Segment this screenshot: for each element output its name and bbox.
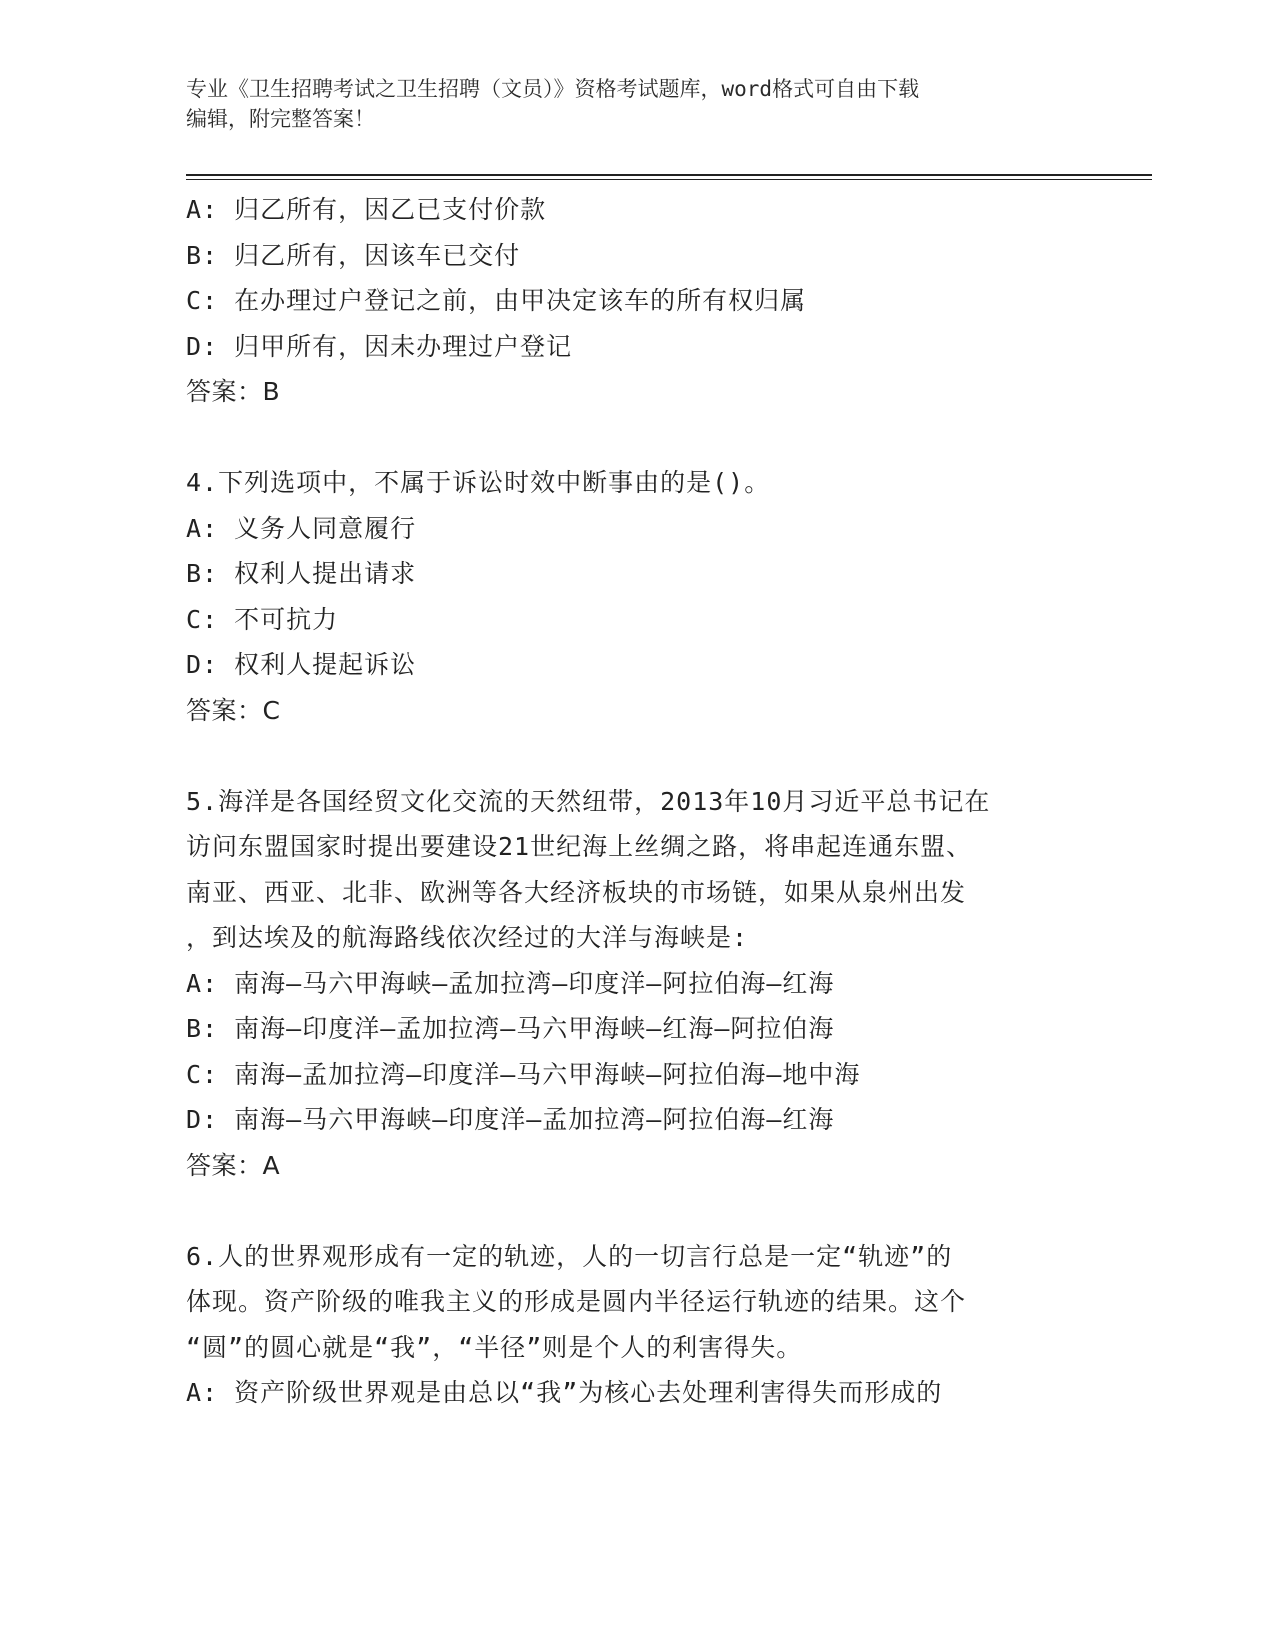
question-3 [186,187,1086,415]
header-line-2: 编辑，附完整答案！ [186,107,375,131]
option-b: B: 权利人提出请求 [186,559,417,588]
option-d: D: 归甲所有，因未办理过户登记 [186,331,573,361]
spacer [186,415,1086,461]
question-text-line-1: 5.海洋是各国经贸文化交流的天然纽带，2013年10月习近平总书记在 [186,786,991,816]
header-rule-thick [186,174,1152,176]
option-a: A: 归乙所有，因乙已支付价款 [186,195,547,224]
question-body [186,187,1086,1416]
option-c: C: 不可抗力 [186,604,339,634]
header-rule-thin [186,179,1152,180]
question-6 [186,1234,1086,1416]
question-text-line-4: ，到达埃及的航海路线依次经过的大洋与海峡是: [186,923,749,952]
question-text-line-2: 访问东盟国家时提出要建设21世纪海上丝绸之路，将串起连通东盟、 [186,832,973,861]
question-text: 4.下列选项中，不属于诉讼时效中断事由的是()。 [186,468,771,497]
option-a: A: 义务人同意履行 [186,513,417,543]
spacer [186,733,1086,779]
option-a: A: 资产阶级世界观是由总以“我”为核心去处理利害得失而形成的 [186,1378,943,1407]
option-c: C: 在办理过户登记之前，由甲决定该车的所有权归属 [186,286,807,315]
question-text-line-1: 6.人的世界观形成有一定的轨迹，人的一切言行总是一定“轨迹”的 [186,1241,953,1271]
question-text-line-2: 体现。资产阶级的唯我主义的形成是圆内半径运行轨迹的结果。这个 [186,1287,967,1316]
option-d: D: 权利人提起诉讼 [186,650,417,679]
answer-line: 答案：C [186,695,281,725]
document-header [186,74,1066,134]
answer-line: 答案：B [186,377,281,406]
spacer [186,1188,1086,1234]
option-c: C: 南海—孟加拉湾—印度洋—马六甲海峡—阿拉伯海—地中海 [186,1059,861,1089]
option-d: D: 南海—马六甲海峡—印度洋—孟加拉湾—阿拉伯海—红海 [186,1105,835,1134]
question-text-line-3: “圆”的圆心就是“我”，“半径”则是个人的利害得失。 [186,1332,803,1362]
option-a: A: 南海—马六甲海峡—孟加拉湾—印度洋—阿拉伯海—红海 [186,968,835,998]
option-b: B: 归乙所有，因该车已交付 [186,240,521,270]
question-5 [186,779,1086,1189]
question-4 [186,460,1086,733]
answer-line: 答案：A [186,1150,281,1180]
question-text-line-3: 南亚、西亚、北非、欧洲等各大经济板块的市场链，如果从泉州出发 [186,877,967,907]
option-b: B: 南海—印度洋—孟加拉湾—马六甲海峡—红海—阿拉伯海 [186,1014,835,1043]
header-line-1: 专业《卫生招聘考试之卫生招聘（文员）》资格考试题库，word格式可自由下载 [186,77,920,101]
